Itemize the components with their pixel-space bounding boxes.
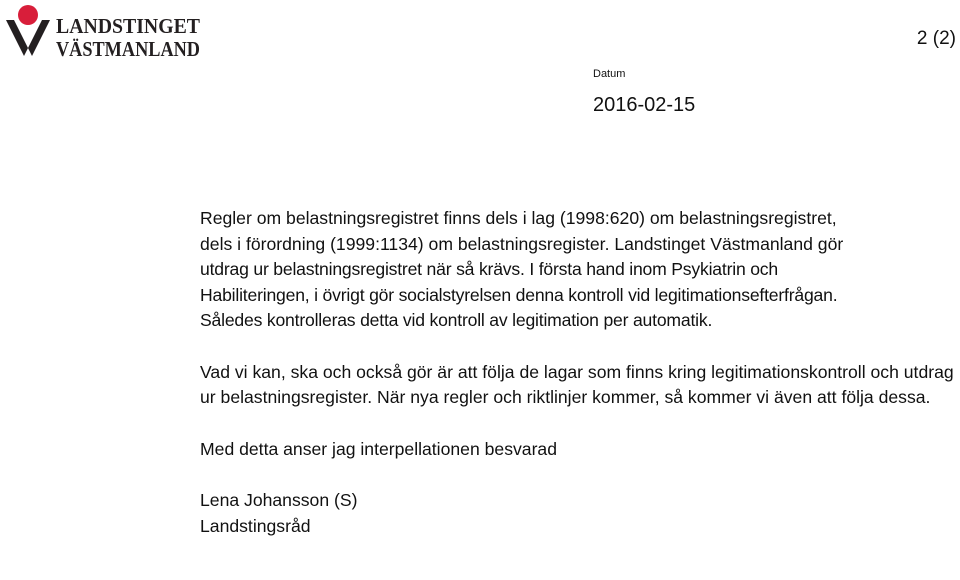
paragraph-1-line: Således kontrolleras detta vid kontroll av legitimation per automatik. (200, 310, 713, 330)
signer-name: Lena Johansson (S) (200, 490, 358, 510)
page-number: 2 (2) (916, 28, 956, 49)
logo-red-dot (18, 5, 38, 25)
paragraph-1-line: dels i förordning (1999:1134) om belastningsregister. Landstinget Västmanland gör (200, 233, 844, 254)
signer-title: Landstingsråd (200, 515, 311, 536)
logo-text-line2: VÄSTMANLAND (56, 37, 200, 61)
paragraph-1-line: Regler om belastningsregistret finns dels i lag (1998:620) om belastningsregistret, (200, 208, 837, 228)
paragraph-1-line: utdrag ur belastningsregistret när så krävs. I första hand inom Psykiatrin och (200, 259, 778, 279)
closing-statement: Med detta anser jag interpellationen besvarad (200, 438, 557, 459)
paragraph-2: Vad vi kan, ska och också gör är att följa de lagar som finns kring legitimationskontroll och utdrag ur belastningsregister. När nya regler och riktlinjer kommer, så kommer vi även att följa dessa. (200, 361, 954, 407)
date-block (593, 68, 695, 117)
paragraph-1 (200, 206, 958, 334)
letter-body (200, 206, 958, 539)
logo-text-line1: LANDSTINGET (56, 14, 200, 38)
date-label: Datum (593, 68, 626, 80)
paragraph-1-line: Habiliteringen, i övrigt gör socialstyrelsen denna kontroll vid legitimationsefterfrågan. (200, 284, 838, 305)
logo-figure-left (6, 20, 28, 56)
date-value: 2016-02-15 (593, 94, 696, 116)
signature-block (200, 488, 958, 539)
logo-figure-right (28, 20, 50, 56)
landstinget-logo (4, 4, 204, 61)
